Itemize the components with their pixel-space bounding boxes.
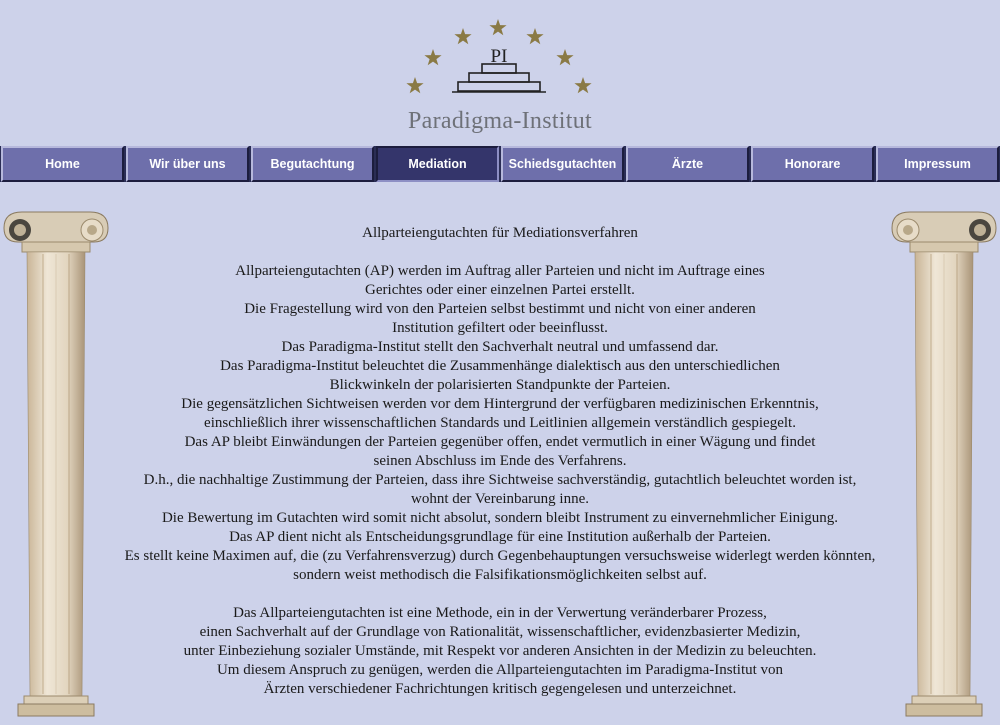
text-line: Die Bewertung im Gutachten wird somit nicht absolut, sondern bleibt Instrument zu einvernehmlicher Einigung.	[161, 510, 839, 526]
steps-icon	[452, 64, 546, 92]
text-line: Allparteiengutachten (AP) werden im Auftrag aller Parteien und nicht im Auftrage eines	[235, 263, 765, 279]
star-icon	[574, 77, 591, 93]
main-content	[95, 224, 905, 718]
nav-impressum[interactable]: Impressum	[876, 146, 999, 182]
text-line: Die gegensätzlichen Sichtweisen werden vor dem Hintergrund der verfügbaren medizinischen Erkenntnis,	[181, 396, 819, 412]
text-line: Das Paradigma-Institut beleuchtet die Zusammenhänge dialektisch aus den unterschiedlichen	[220, 358, 780, 374]
text-line: Das Allparteiengutachten ist eine Methode, ein in der Verwertung veränderbarer Prozess,	[233, 605, 767, 621]
paragraph-intro	[95, 262, 905, 585]
star-icon	[526, 28, 543, 44]
logo-wordmark: Paradigma-Institut	[407, 108, 593, 134]
logo-initials: PI	[490, 46, 508, 67]
star-icon	[454, 28, 471, 44]
text-line: D.h., die nachhaltige Zustimmung der Parteien, dass ihre Sichtweise sachverständig, gutachtlich beleuchtet worden ist,	[143, 472, 857, 488]
nav-home[interactable]: Home	[1, 146, 124, 182]
text-line: Ärzten verschiedener Fachrichtungen kritisch gegengelesen und unterzeichnet.	[263, 681, 737, 697]
text-line: einen Sachverhalt auf der Grundlage von Rationalität, wissenschaftlicher, evidenzbasierter Medizin,	[199, 624, 801, 640]
text-line: Institution gefiltert oder beeinflusst.	[392, 320, 608, 336]
nav-wir-ueber-uns[interactable]: Wir über uns	[126, 146, 249, 182]
star-icon	[556, 49, 573, 65]
text-line: Blickwinkeln der polarisierten Standpunkte der Parteien.	[329, 377, 671, 393]
star-icon	[406, 77, 423, 93]
logo-emblem	[390, 10, 610, 110]
main-navigation	[0, 146, 1000, 182]
text-line: Das AP bleibt Einwändungen der Parteien gegenüber offen, endet vermutlich in einer Wägung und findet	[184, 434, 816, 450]
text-line: Die Fragestellung wird von den Parteien selbst bestimmt und nicht von einer anderen	[244, 301, 756, 317]
text-line: sondern weist methodisch die Falsifikationsmöglichkeiten selbst auf.	[293, 567, 707, 583]
nav-honorare[interactable]: Honorare	[751, 146, 874, 182]
text-line: wohnt der Vereinbarung inne.	[410, 491, 589, 507]
star-icon	[424, 49, 441, 65]
paragraph-method	[95, 604, 905, 699]
nav-begutachtung[interactable]: Begutachtung	[251, 146, 374, 182]
page-title: Allparteiengutachten für Mediationsverfahren	[362, 225, 638, 241]
text-line: Gerichtes oder einer einzelnen Partei erstellt.	[365, 282, 635, 298]
site-logo[interactable]	[0, 0, 1000, 145]
star-icon	[489, 19, 506, 35]
column-right-decoration	[890, 208, 1000, 725]
nav-schiedsgutachten[interactable]: Schiedsgutachten	[501, 146, 624, 182]
text-line: unter Einbeziehung sozialer Umstände, mit Respekt vor anderen Ansichten in der Medizin zu beleuchten.	[183, 643, 817, 659]
text-line: seinen Abschluss im Ende des Verfahrens.	[373, 453, 627, 469]
text-line: Um diesem Anspruch zu genügen, werden die Allparteiengutachten im Paradigma-Institut von	[216, 662, 784, 678]
text-line: Es stellt keine Maximen auf, die (zu Verfahrensverzug) durch Gegenbehauptungen versuchsweise widerlegt werden könnten,	[124, 548, 876, 564]
nav-mediation[interactable]: Mediation	[376, 146, 499, 182]
text-line: Das AP dient nicht als Entscheidungsgrundlage für eine Institution außerhalb der Parteien.	[229, 529, 771, 545]
text-line: einschließlich ihrer wissenschaftlichen Standards und Leitlinien allgemein verständlich gespiegelt.	[204, 415, 796, 431]
nav-aerzte[interactable]: Ärzte	[626, 146, 749, 182]
text-line: Das Paradigma-Institut stellt den Sachverhalt neutral und umfassend dar.	[281, 339, 719, 355]
